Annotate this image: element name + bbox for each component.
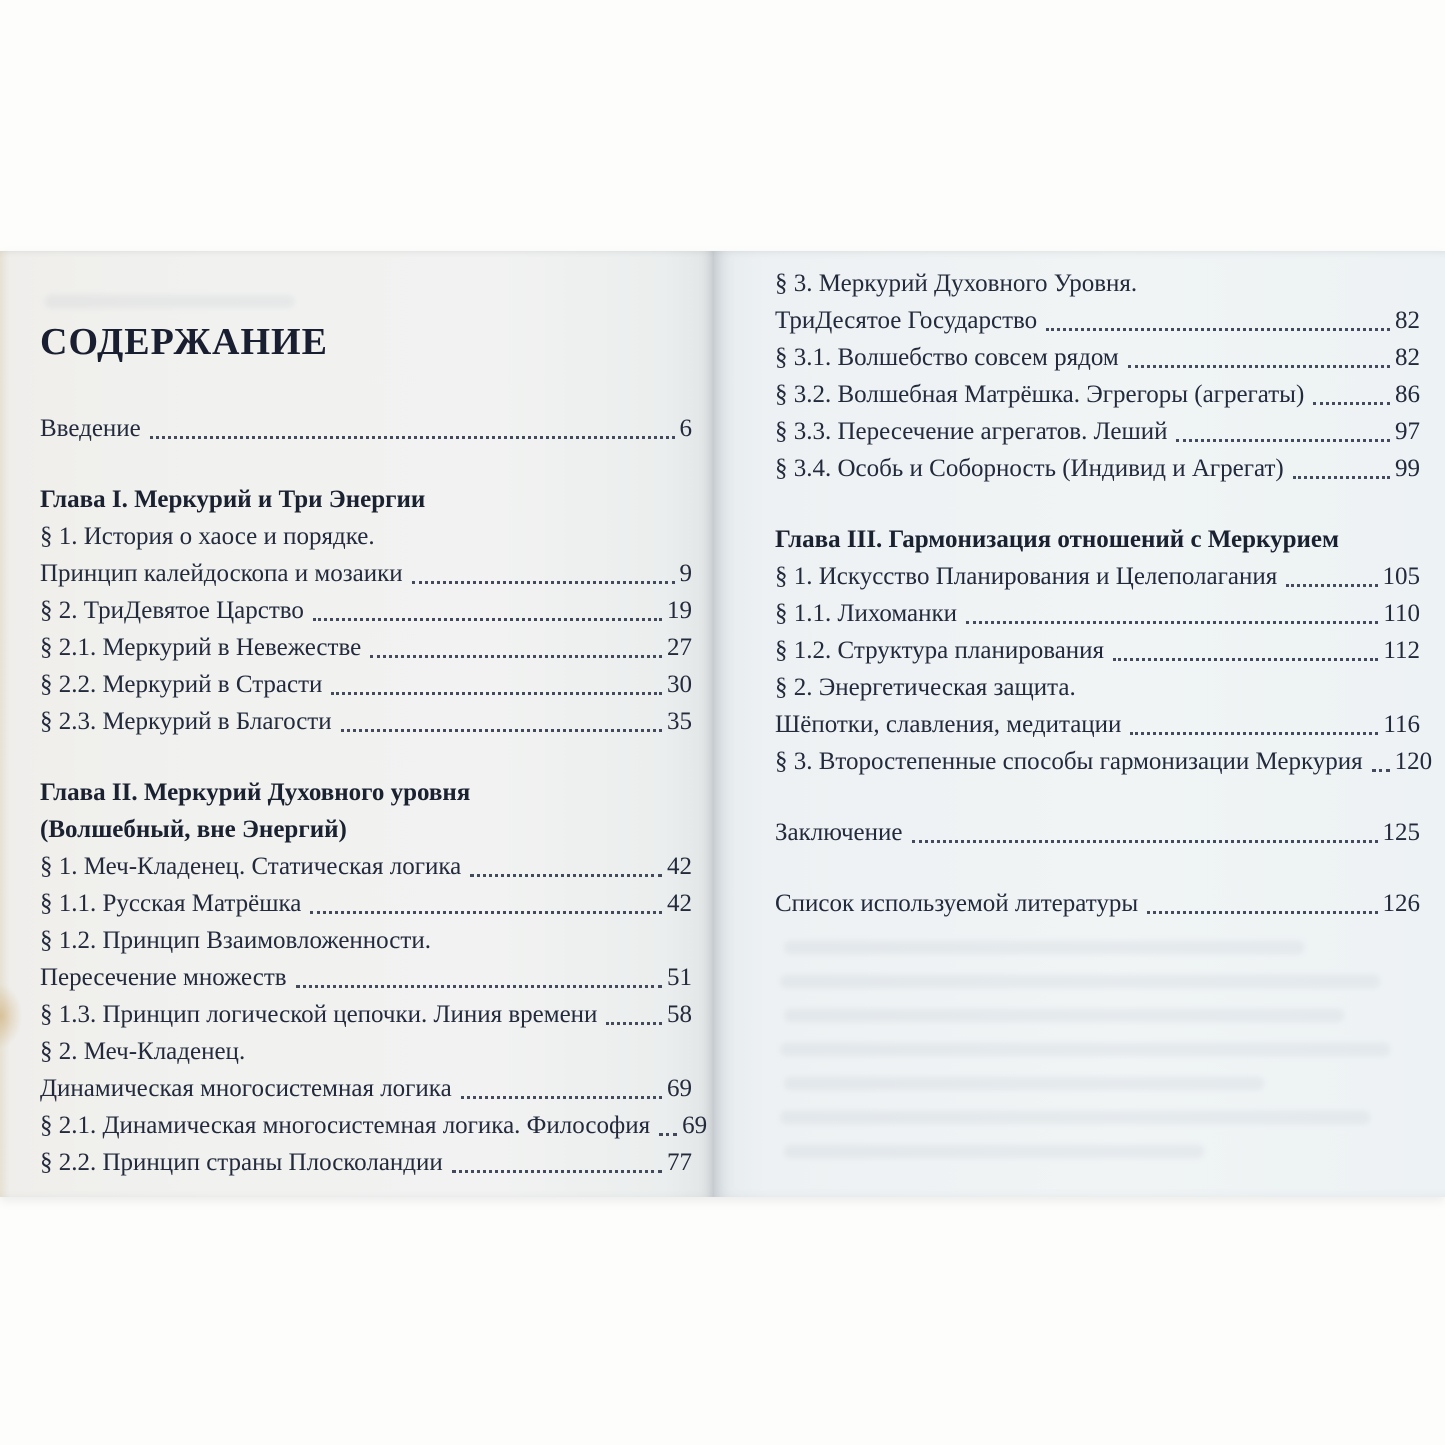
toc-entry: [775, 885, 1420, 922]
toc-entry-text: § 3.2. Волшебная Матрёшка. Эгрегоры (агрегаты): [775, 381, 1305, 408]
toc-entry-text: § 1.2. Структура планирования: [775, 637, 1105, 664]
dot-leader: [912, 840, 1378, 843]
toc-entry-text: § 1. Искусство Планирования и Целеполагания: [775, 563, 1278, 590]
toc-entry: [40, 774, 692, 811]
toc-entry-text: § 2. Энергетическая защита.: [775, 674, 1076, 701]
dot-leader: [1293, 476, 1390, 479]
dot-leader: [150, 436, 675, 439]
toc-entry-text: Глава II. Меркурий Духовного уровня: [40, 779, 471, 806]
toc-entry-text: Заключение: [775, 819, 903, 846]
dot-leader: [1130, 732, 1378, 735]
bleed-through: [780, 1111, 1370, 1124]
dot-leader: [1176, 439, 1390, 442]
dot-leader: [1286, 584, 1377, 587]
toc-title: СОДЕРЖАНИЕ: [40, 321, 328, 363]
page-number: 116: [1383, 711, 1420, 738]
toc-entry: [40, 1107, 708, 1144]
toc-entry-text: § 3. Меркурий Духовного Уровня.: [775, 270, 1138, 297]
bleed-through: [784, 1145, 1204, 1158]
bleed-through: [780, 1043, 1390, 1056]
toc-entry: [775, 339, 1420, 376]
toc-entry: [775, 706, 1420, 743]
bleed-through: [784, 941, 1304, 954]
toc-entry-text: § 2. Меч-Кладенец.: [40, 1038, 246, 1065]
toc-entry-text: § 2.2. Принцип страны Плосколандии: [40, 1149, 443, 1176]
toc-entry: [775, 450, 1420, 487]
toc-entry-text: Пересечение множеств: [40, 964, 287, 991]
page-number: 35: [667, 708, 692, 735]
dot-leader: [412, 581, 675, 584]
toc-section: [775, 521, 1433, 780]
page-number: 58: [667, 1001, 692, 1028]
toc-entry: [775, 521, 1420, 558]
toc-entry-text: § 1. Меч-Кладенец. Статическая логика: [40, 853, 462, 880]
dot-leader: [461, 1096, 662, 1099]
toc-section: [40, 774, 708, 1181]
dot-leader: [313, 618, 662, 621]
bleed-through: [45, 295, 295, 308]
toc-entry: [775, 814, 1420, 851]
page-number: 82: [1395, 307, 1420, 334]
dot-leader: [1313, 402, 1390, 405]
toc-section: [40, 481, 692, 740]
dot-leader: [1046, 328, 1390, 331]
page-edge-stain: [0, 984, 22, 1048]
page-number: 42: [667, 890, 692, 917]
toc-entry: [40, 703, 692, 740]
dot-leader: [1372, 769, 1390, 772]
page-number: 82: [1395, 344, 1420, 371]
dot-leader: [1128, 365, 1390, 368]
toc-entry-text: § 3.1. Волшебство совсем рядом: [775, 344, 1119, 371]
page-number: 6: [679, 415, 692, 442]
dot-leader: [470, 874, 662, 877]
toc-entry: [40, 922, 692, 959]
dot-leader: [296, 985, 662, 988]
page-number: 120: [1394, 748, 1433, 775]
toc-entry-text: Глава I. Меркурий и Три Энергии: [40, 486, 426, 513]
toc-section: [775, 885, 1420, 922]
toc-entry: [775, 595, 1420, 632]
toc-entry: [775, 743, 1433, 780]
page-number: 105: [1382, 563, 1420, 590]
toc-entry: [40, 885, 692, 922]
toc-entry-text: § 2.2. Меркурий в Страсти: [40, 671, 323, 698]
toc-entry: [775, 302, 1420, 339]
toc-entry: [775, 376, 1420, 413]
page-number: 126: [1382, 890, 1420, 917]
toc-entry-text: § 1.2. Принцип Взаимовложенности.: [40, 927, 431, 954]
toc-entry-text: § 2.1. Динамическая многосистемная логика. Философия: [40, 1112, 651, 1139]
page-number: 112: [1383, 637, 1420, 664]
toc-entry-text: § 2. ТриДевятое Царство: [40, 597, 304, 624]
dot-leader: [452, 1170, 662, 1173]
toc-entry-text: ТриДесятое Государство: [775, 307, 1038, 334]
page-number: 125: [1382, 819, 1420, 846]
dot-leader: [1113, 658, 1378, 661]
page-number: 69: [667, 1075, 692, 1102]
toc-entry-text: § 2.3. Меркурий в Благости: [40, 708, 332, 735]
toc-section: [40, 410, 692, 447]
page-number: 51: [667, 964, 692, 991]
toc-entry-text: § 3.4. Особь и Соборность (Индивид и Агрегат): [775, 455, 1284, 482]
toc-entry: [775, 558, 1420, 595]
bleed-through: [784, 1009, 1344, 1022]
toc-entry-text: Глава III. Гармонизация отношений с Меркурием: [775, 526, 1340, 553]
toc-entry-text: (Волшебный, вне Энергий): [40, 816, 347, 843]
toc-entry: [775, 669, 1420, 706]
toc-entry: [40, 481, 692, 518]
toc-entry-text: § 1.1. Лихоманки: [775, 600, 958, 627]
toc-entry: [40, 555, 692, 592]
toc-entry-text: § 3. Второстепенные способы гармонизации Меркурия: [775, 748, 1363, 775]
dot-leader: [1147, 911, 1377, 914]
dot-leader: [341, 729, 662, 732]
toc-entry-text: § 1. История о хаосе и порядке.: [40, 523, 375, 550]
page-number: 86: [1395, 381, 1420, 408]
toc-section: [775, 814, 1420, 851]
bleed-through: [784, 1077, 1264, 1090]
page-number: 9: [679, 560, 692, 587]
right-page-toc-list: [775, 265, 1433, 922]
dot-leader: [331, 692, 662, 695]
toc-entry: [40, 959, 692, 996]
toc-entry: [775, 265, 1420, 302]
toc-entry: [775, 632, 1420, 669]
page-number: 69: [682, 1112, 708, 1139]
page-number: 110: [1383, 600, 1420, 627]
page-number: 99: [1395, 455, 1420, 482]
dot-leader: [370, 655, 662, 658]
toc-entry-text: Шёпотки, славления, медитации: [775, 711, 1122, 738]
toc-entry: [40, 996, 692, 1033]
toc-entry-text: § 1.1. Русская Матрёшка: [40, 890, 302, 917]
dot-leader: [966, 621, 1378, 624]
toc-entry: [40, 629, 692, 666]
toc-entry-text: Список используемой литературы: [775, 890, 1139, 917]
page-number: 42: [667, 853, 692, 880]
toc-entry: [40, 811, 692, 848]
toc-entry: [40, 1144, 692, 1181]
toc-entry-text: § 3.3. Пересечение агрегатов. Леший: [775, 418, 1168, 445]
page-number: 30: [667, 671, 692, 698]
toc-entry: [40, 592, 692, 629]
toc-entry-text: Принцип калейдоскопа и мозаики: [40, 560, 403, 587]
page-number: 27: [667, 634, 692, 661]
toc-entry: [40, 410, 692, 447]
toc-entry: [40, 518, 692, 555]
toc-entry-text: Введение: [40, 415, 141, 442]
toc-entry: [40, 1070, 692, 1107]
toc-entry-text: § 1.3. Принцип логической цепочки. Линия времени: [40, 1001, 598, 1028]
toc-entry-text: § 2.1. Меркурий в Невежестве: [40, 634, 362, 661]
dot-leader: [310, 911, 662, 914]
toc-section: [775, 265, 1420, 487]
left-page-toc-list: [40, 410, 708, 1181]
toc-entry: [40, 1033, 692, 1070]
toc-entry-text: Динамическая многосистемная логика: [40, 1075, 452, 1102]
page-number: 97: [1395, 418, 1420, 445]
page-number: 19: [667, 597, 692, 624]
dot-leader: [606, 1022, 662, 1025]
toc-entry: [40, 666, 692, 703]
dot-leader: [659, 1133, 677, 1136]
page-number: 77: [667, 1149, 692, 1176]
toc-entry: [775, 413, 1420, 450]
toc-entry: [40, 848, 692, 885]
bleed-through: [780, 975, 1380, 988]
